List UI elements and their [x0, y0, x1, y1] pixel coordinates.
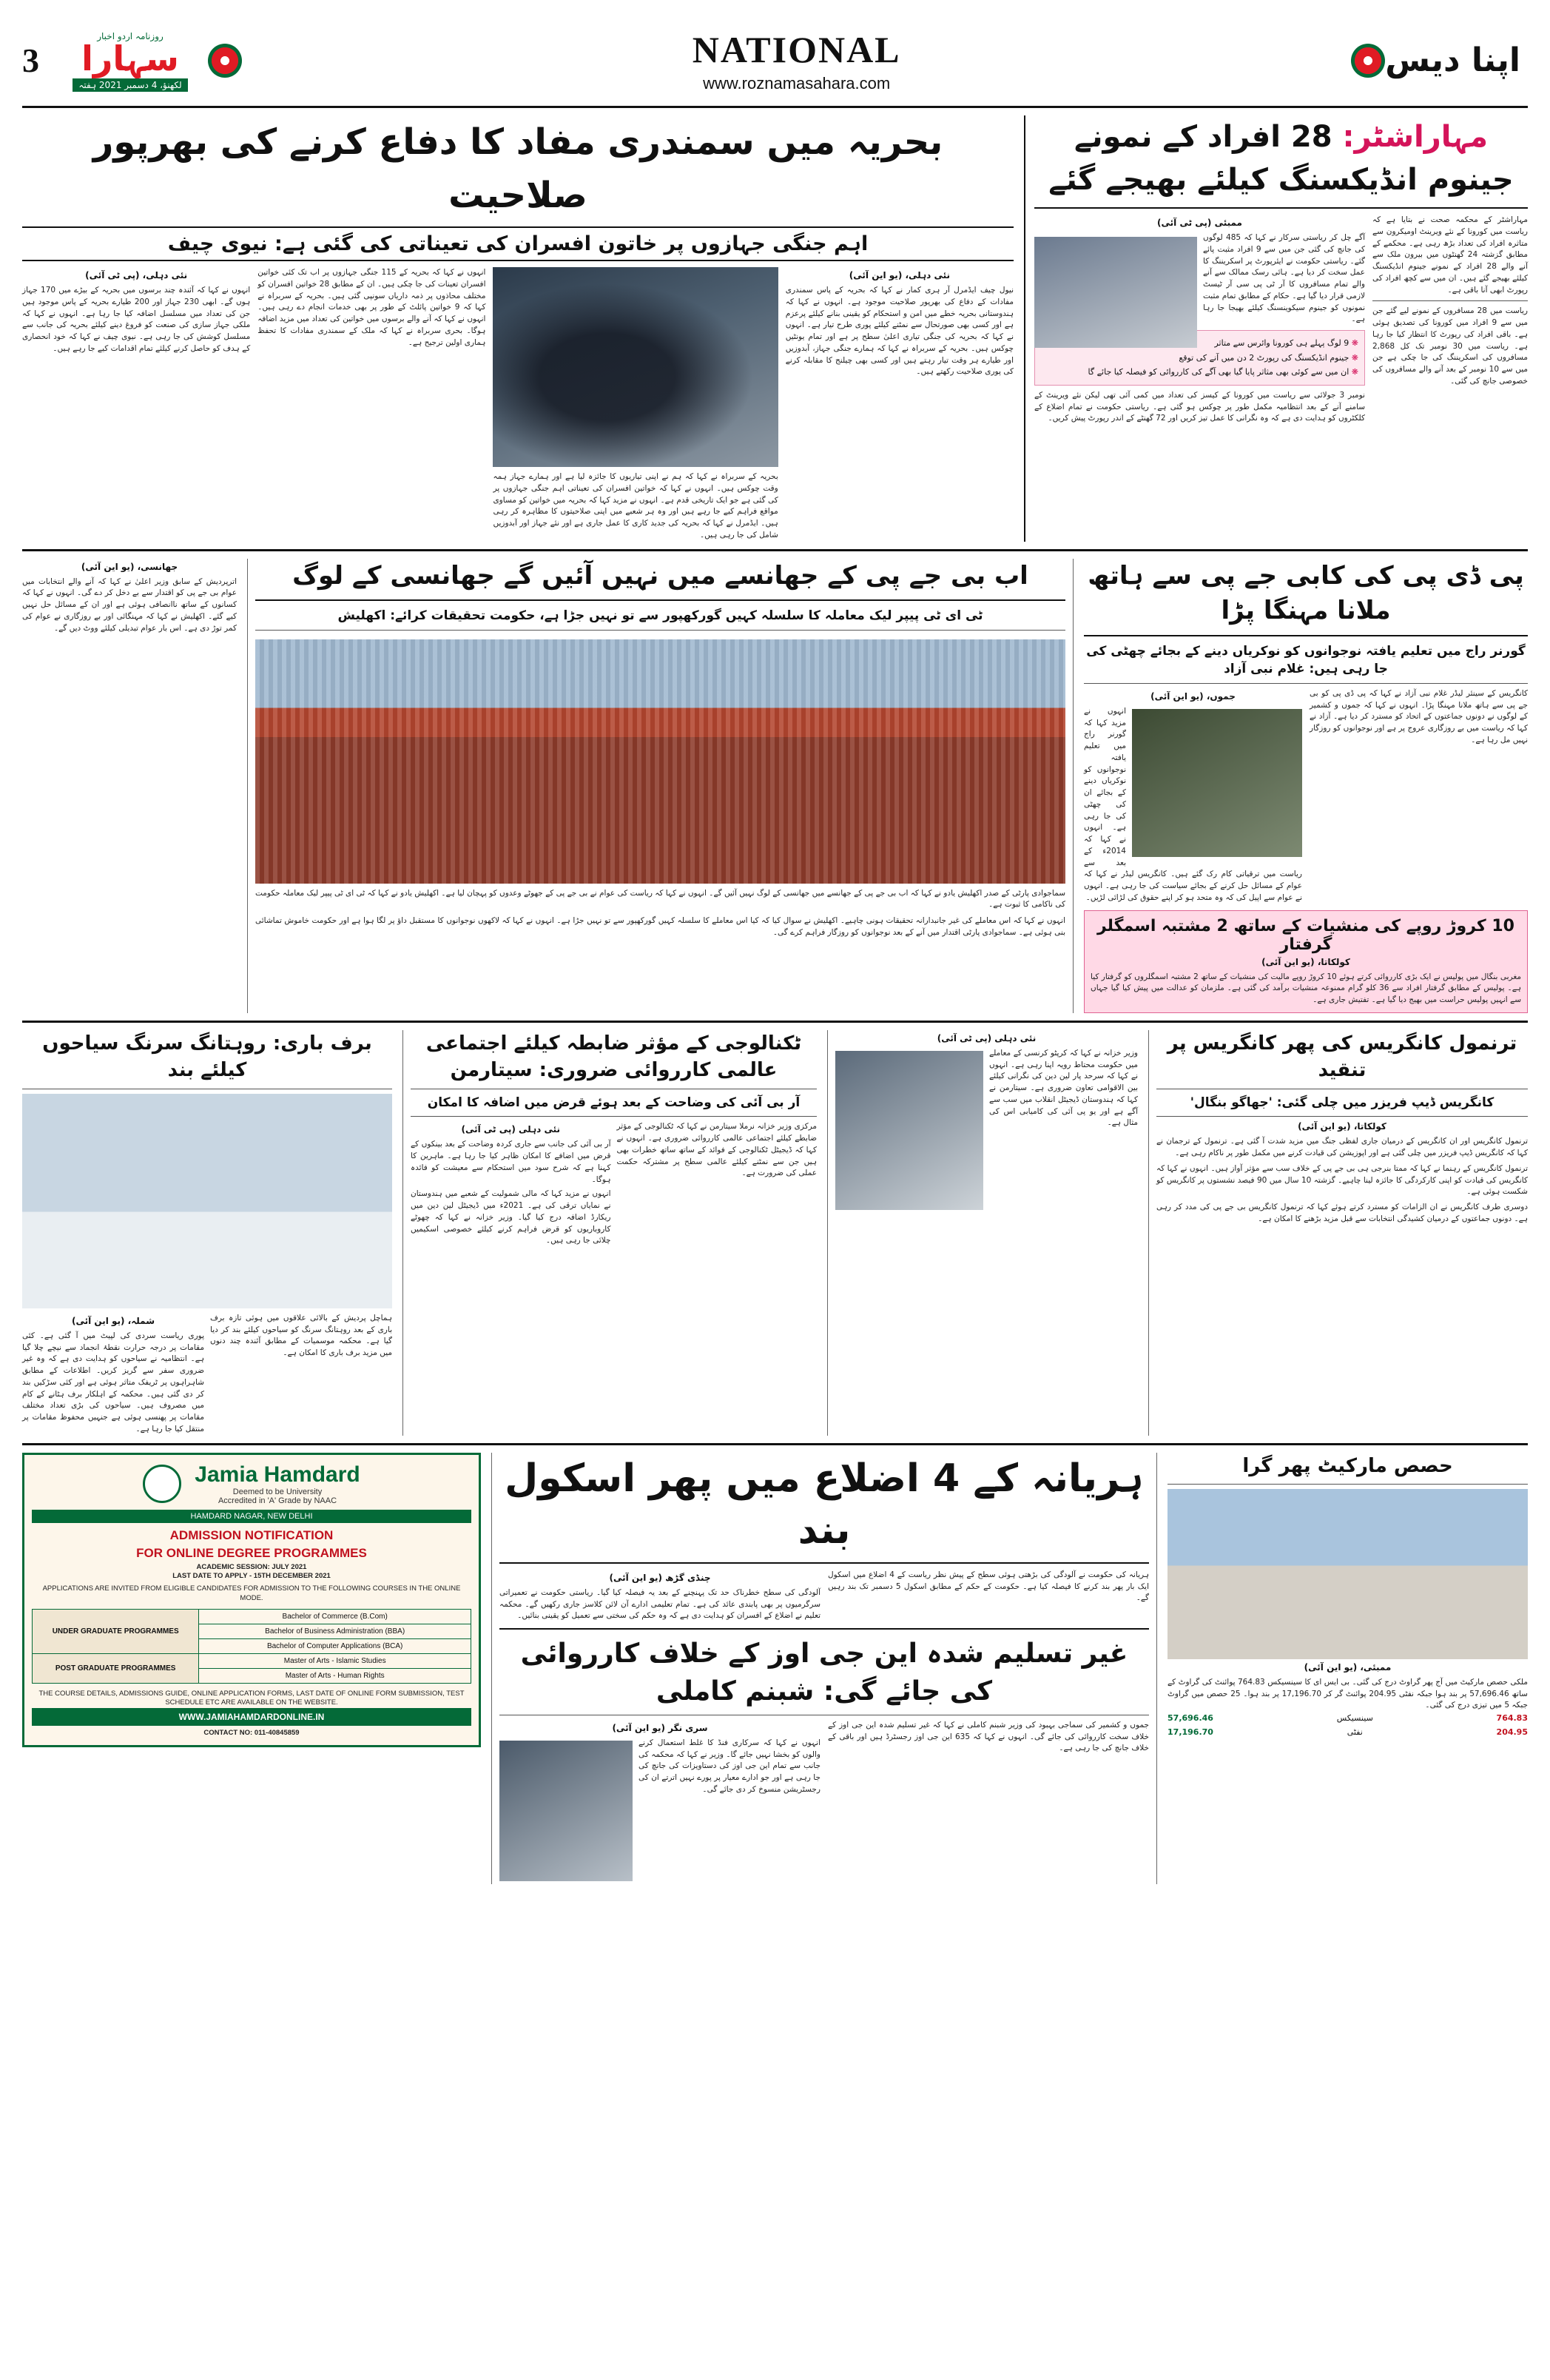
advertisement-column — [22, 1453, 481, 1884]
maharashtra-highlight-3: ❋ ان میں سے کوئی بھی مثاثر پایا گیا بھی آگے کی کارروائی کو فیصلہ کیا جائے گا — [1041, 366, 1358, 379]
trinamool-text-2: ترنمول کانگریس کے رہنما نے کہا کہ ممتا بنرجی ہی بی جے پی کے خلاف سب سے مؤثر آواز ہیں۔ انہوں نے کہا کہ کانگریس کی قیادت کو اپنی کارکردگی کا جائزہ لینا چاہیے۔ گزشتہ 10 سال میں 90 فیصد نشستوں پر کانگریس کو شکست ہوئی ہے۔ — [1156, 1163, 1528, 1197]
navy-column-4 — [22, 267, 250, 542]
snow-byline: شملہ، (یو این آئی) — [71, 1315, 155, 1326]
snow-text-2: پوری ریاست سردی کی لپیٹ میں آ گئی ہے۔ کئی مقامات پر درجہ حرارت نقطۂ انجماد سے نیچے چلا گیا ہے۔ انتظامیہ نے سیاحوں کو ہدایت دی ہے کہ وہ غیر ضروری سفر سے گریز کریں۔ اطلاعات کے مطابق شاہراہوں پر ٹریفک متاثر ہوئی ہے اور کئی سڑکیں بند کر دی گئی ہیں۔ محکمہ کے اہلکار برف ہٹانے کے کام میں مصروف ہیں۔ سیاحوں کی بڑی تعداد مختلف مقامات پر پھنسی ہوئی ہے جنہیں محفوظ مقامات پر منتقل کیا جا رہا ہے۔ — [22, 1331, 204, 1433]
maharashtra-highlight-2: ❋ جینوم انڈیکسنگ کی رپورٹ 2 دن میں آنے کی توقع — [1041, 352, 1358, 365]
market-byline: ممبئی، (یو این آئی) — [1304, 1661, 1392, 1673]
snow-col-1 — [210, 1313, 392, 1436]
market-figure-change-1: 764.83 — [1496, 1713, 1528, 1724]
pdp-col-2 — [1084, 688, 1302, 904]
sitharaman-byline: نئی دہلی (پی ٹی آئی) — [937, 1032, 1037, 1043]
akhilesh-subheadline: ٹی ای ٹی پیپر لیک معاملہ کا سلسلہ کہیں گورکھپور سے تو نہیں جڑا ہے، حکومت تحقیقات کرائے: اکھلیش — [337, 608, 983, 624]
ad-session: ACADEMIC SESSION: JULY 2021 — [196, 1562, 307, 1571]
maharashtra-columns — [1034, 215, 1528, 425]
sitharaman-photo-column — [827, 1030, 1138, 1436]
bottom-section — [22, 1443, 1528, 1884]
navy-column-3 — [257, 267, 485, 542]
akhilesh-byline: جھانسی، (یو این آئی) — [81, 561, 178, 572]
ad-address: HAMDARD NAGAR, NEW DELHI — [32, 1510, 471, 1523]
university-seal-icon — [143, 1465, 181, 1503]
page-number: 3 — [22, 41, 39, 79]
logo-title: سہارا — [81, 38, 179, 78]
navy-columns — [22, 267, 1014, 542]
ad-course-ug-3: Bachelor of Computer Applications (BCA) — [199, 1639, 471, 1654]
ad-course-ug-2: Bachelor of Business Administration (BBA) — [199, 1624, 471, 1639]
market-headline: حصص مارکیٹ پھر گرا — [1242, 1454, 1453, 1477]
market-figure-value-2: 17,196.70 — [1167, 1727, 1213, 1737]
sitharaman-story — [402, 1030, 817, 1436]
navy-text-1: نیول چیف ایڈمرل آر ہری کمار نے کہا کہ بحریہ کے پاس سمندری مفادات کے دفاع کی بھرپور صلاحیت موجود ہے۔ انہوں نے کہا کہ ہندوستانی بحریہ خطے میں امن و استحکام کو یقینی بنانے کیلئے پرعزم ہے اور کسی بھی صورتحال سے نمٹنے کیلئے پوری طرح تیار ہے۔ انہوں نے کہا کہ بحریہ کی جنگی تیاری اعلیٰ سطح پر ہے اور تمام یونٹیں چوکس ہیں۔ بحریہ کے سربراہ نے کہا کہ ہمارے جنگی جہاز، آبدوزیں اور طیارے ہر وقت تیار رہتے ہیں اور کسی بھی چیلنج کا مقابلہ کرنے کی پوری صلاحیت رکھتے ہیں۔ — [785, 286, 1014, 377]
ad-contact: CONTACT NO: 011-40845859 — [203, 1728, 300, 1737]
ngo-col-1 — [828, 1720, 1149, 1884]
ngo-headline: غیر تسلیم شدہ این جی اوز کے خلاف کارروائی کی جائے گی: شبنم کاملی — [520, 1638, 1128, 1707]
drug-headline: 10 کروڑ روپے کی منشیات کے ساتھ 2 مشتبہ اسمگلر گرفتار — [1096, 916, 1514, 954]
maharashtra-headline-rest: 28 افراد کے نمونے جینوم انڈیکسنگ کیلئے بھیجے گئے — [1048, 120, 1514, 197]
snow-headline: برف باری: روہتانگ سرنگ سیاحوں کیلئے بند — [42, 1032, 372, 1082]
maharashtra-headline-lead: مہاراشٹر: — [1342, 120, 1488, 154]
masthead-decoration-left — [208, 44, 242, 78]
maharashtra-col-left — [1034, 215, 1365, 425]
masthead — [22, 19, 1528, 108]
sitharaman-col-4 — [411, 1121, 611, 1247]
ngo-text-1: جموں و کشمیر کی سماجی بہبود کی وزیر شبنم کاملی نے کہا کہ غیر تسلیم شدہ این جی اوز کے خلاف سخت کارروائی کی جائے گی۔ انہوں نے کہا کہ 635 این جی اوز رجسٹرڈ ہیں اور باقی کے خلاف جانچ کی جا رہی ہے۔ — [828, 1720, 1149, 1753]
pdp-subheadline: گورنر راج میں تعلیم یافتہ نوجوانوں کو نوکریاں دینے کے بجائے چھٹی کی جا رہی ہیں: غلام نبی آزاد — [1086, 643, 1526, 677]
ad-course-table — [32, 1609, 471, 1684]
sitharaman-byline-2: نئی دہلی (پی ٹی آئی) — [461, 1124, 560, 1135]
trinamool-text-3: دوسری طرف کانگریس نے ان الزامات کو مسترد کرتے ہوئے کہا کہ ترنمول کانگریس بی جے پی کی مدد کر رہی ہے۔ دونوں جماعتوں کے درمیان کشیدگی انتخابات سے قبل مزید بڑھنے کا امکان ہے۔ — [1156, 1203, 1528, 1223]
akhilesh-headline: اب بی جے پی کے جھانسے میں نہیں آئیں گے جھانسی کے لوگ — [292, 560, 1028, 591]
drug-seizure-box — [1084, 910, 1528, 1013]
maharashtra-text-2: آگے چل کر ریاستی سرکار نے کہا کہ 485 لوگوں کی جانچ کی گئی جن میں سے 9 افراد مثبت پائے گئے۔ ریاستی حکومت نے ایئرپورٹ پر اسکریننگ کا عمل سخت کر دیا ہے۔ ہائی رسک ممالک سے آنے والے تمام مسافروں کا آر ٹی پی سی آر ٹیسٹ لازمی قرار دیا گیا ہے۔ حکام کے مطابق تمام مثبت نمونوں کو جینوم سیکوینسنگ کیلئے بھیجا جا رہا ہے۔ — [1203, 233, 1365, 324]
pdp-text-1: کانگریس کے سینئر لیڈر غلام نبی آزاد نے کہا کہ پی ڈی پی کو بی جے پی سے ہاتھ ملانا مہنگا پڑا۔ انہوں نے کہا کہ جموں و کشمیر کے لوگوں نے دونوں جماعتوں کے اتحاد کو مسترد کر دیا ہے۔ آزاد نے کہا کہ ریاست میں بے روزگاری عروج پر ہے اور نوجوانوں کو روزگار نہیں مل رہا ہے۔ — [1310, 688, 1528, 744]
rosette-icon — [208, 44, 242, 78]
snow-story — [22, 1030, 392, 1436]
navy-headline: بحریہ میں سمندری مفاد کا دفاع کرنے کی بھرپور صلاحیت — [92, 121, 943, 216]
ad-accredited: Accredited in 'A' Grade by NAAC — [218, 1496, 337, 1505]
market-story — [1167, 1453, 1528, 1884]
ad-level-ug: UNDER GRADUATE PROGRAMMES — [33, 1610, 199, 1654]
ngo-text-2: انہوں نے کہا کہ سرکاری فنڈ کا غلط استعمال کرنے والوں کو بخشا نہیں جائے گا۔ وزیر نے کہا کہ محکمہ کی جانب سے تمام این جی اوز کی دستاویزات کی جانچ کی جا رہی ہے اور جو ادارے معیار پر پورے نہیں اترتے ان کی رجسٹریشن منسوخ کر دی جائے گی۔ — [638, 1738, 821, 1794]
sitharaman-text-3: انہوں نے مزید کہا کہ مالی شمولیت کے شعبے میں ہندوستان نے نمایاں ترقی کی ہے۔ 2021ء میں ڈیجیٹل لین دین میں ریکارڈ اضافہ درج کیا گیا۔ وزیر خزانہ نے کہا کہ چھوٹے کاروباریوں کو قرض فراہم کرنے کیلئے خصوصی اسکیمیں چلائی جا رہی ہیں۔ — [411, 1189, 611, 1246]
top-section — [22, 115, 1528, 542]
market-figure-label-1: سینسیکس — [1336, 1713, 1373, 1724]
jamia-hamdard-ad[interactable] — [22, 1453, 481, 1748]
akhilesh-side-column — [22, 559, 237, 1013]
maharashtra-official-photo — [1034, 237, 1197, 348]
navy-text-4: انہوں نے کہا کہ آئندہ چند برسوں میں بحریہ کے بیڑے میں 170 جہاز ہوں گے۔ ابھی 230 جہاز اور 200 طیارے بحریہ کے پاس موجود ہیں جن کی تعداد میں مسلسل اضافہ کیا جا رہا ہے۔ انہوں نے کہا کہ ملکی جہاز سازی کی صنعت کو فروغ دینے کیلئے بحریہ کی جانب سے مسلسل کوشش کی جا رہی ہے۔ نیوی چیف نے کہا کہ خود انحصاری کے ہدف کو حاصل کرنے کیلئے تمام اقدامات کیے جا رہے ہیں۔ — [22, 286, 251, 353]
market-figures — [1167, 1712, 1528, 1739]
haryana-byline: چنڈی گڑھ (یو این آئی) — [609, 1572, 711, 1583]
maharashtra-byline: ممبئی (پی ٹی آئی) — [1157, 218, 1242, 228]
navy-byline: نئی دہلی، (پی ٹی آئی) — [85, 270, 188, 280]
sitharaman-headline: ٹکنالوجی کے مؤثر ضابطہ کیلئے اجتماعی عالمی کارروائی ضروری: سیتارمن — [425, 1032, 802, 1082]
maharashtra-text-4: ریاست میں 28 مسافروں کے نمونے لیے گئے جن میں سے 9 افراد میں کورونا کی تصدیق ہوئی ہے۔ باقی افراد کی رپورٹ کا انتظار کیا جا رہا ہے۔ ریاست میں 30 نومبر تک کل 2,868 مسافروں کی اسکریننگ کی جا چکی ہے جن میں سے 10 نومبر کے بعد آنے والے مسافروں کی خصوصی جانچ کی گئی۔ — [1372, 306, 1529, 386]
nirmala-sitharaman-photo — [835, 1051, 983, 1210]
akhilesh-right-column — [1084, 559, 1528, 1013]
ad-website[interactable]: WWW.JAMIAHAMDARDONLINE.IN — [32, 1708, 471, 1726]
ad-last-date: LAST DATE TO APPLY - 15TH DECEMBER 2021 — [172, 1572, 331, 1581]
navy-column-1 — [786, 267, 1014, 542]
ad-course-pg-1: Master of Arts - Islamic Studies — [199, 1654, 471, 1669]
masthead-left — [22, 25, 208, 96]
maharashtra-col-right — [1372, 215, 1528, 425]
navy-column-photo — [493, 267, 778, 542]
ngo-col-2 — [499, 1720, 821, 1884]
market-figure-label-2: نفٹی — [1347, 1727, 1363, 1737]
haryana-text-1: ہریانہ کی حکومت نے آلودگی کی بڑھتی ہوئی سطح کے پیش نظر ریاست کے 4 اضلاع میں اسکول ایک بار پھر بند کرنے کا فیصلہ کیا ہے۔ حکومت کے حکم کے مطابق اسکول 5 دسمبر تک بند رہیں گے۔ — [828, 1570, 1149, 1603]
ad-title-2: FOR ONLINE DEGREE PROGRAMMES — [136, 1545, 367, 1560]
haryana-col-1 — [828, 1570, 1149, 1622]
shabnam-kamli-photo — [499, 1741, 633, 1881]
maharashtra-text-3: نومبر 3 جولائی سے ریاست میں کورونا کے کیسز کی تعداد میں کمی آئی تھی لیکن نئے ویرینٹ کے سامنے آنے کے بعد انتظامیہ مکمل طور پر چوکس ہو گئی ہے۔ ریاستی حکومت نے تمام اضلاع کے کلکٹروں کو ہدایت دی ہے کہ وہ نگرانی کا عمل تیز کریں اور 72 گھنٹے کے اندر رپورٹ پیش کریں۔ — [1034, 390, 1365, 423]
snow-col-2 — [22, 1313, 204, 1436]
ad-note: THE COURSE DETAILS, ADMISSIONS GUIDE, ONLINE APPLICATION FORMS, LAST DATE OF ONLINE FORM SUBMISSION, TEST SCHEDULE ETC ARE AVAILABLE ON THE WEBSITE. — [38, 1690, 465, 1707]
trinamool-byline: کولکاتا، (یو این آئی) — [1298, 1121, 1386, 1132]
masthead-decoration-right — [1351, 44, 1385, 78]
pdp-byline: جموں، (یو این آئی) — [1150, 690, 1236, 702]
pdp-headline: پی ڈی پی کی کابی جے پی سے ہاتھ ملانا مہنگا پڑا — [1088, 560, 1524, 626]
logo-date: لکھنؤ، 4 دسمبر 2021 ہفتہ — [73, 78, 187, 92]
masthead-urdu-title: اپنا دیس — [1385, 41, 1520, 79]
market-figure-value-1: 57,696.46 — [1167, 1713, 1213, 1724]
snow-landscape-photo — [22, 1094, 392, 1308]
haryana-headline: ہریانہ کے 4 اضلاع میں پھر اسکول بند — [505, 1456, 1144, 1553]
haryana-text-2: آلودگی کی سطح خطرناک حد تک پہنچنے کے بعد یہ فیصلہ کیا گیا۔ ریاستی حکومت نے تعمیراتی سرگرمیوں پر بھی پابندی عائد کی ہے۔ تمام تعلیمی ادارے آن لائن کلاسز جاری رکھیں گے۔ محکمہ تعلیم نے اضلاع کے افسران کو ہدایت دی ہے کہ وہ حکم کی سختی سے تعمیل کو یقینی بنائیں۔ — [499, 1587, 821, 1621]
ad-level-pg: POST GRADUATE PROGRAMMES — [33, 1654, 199, 1684]
sitharaman-text-2: وزیر خزانہ نے کہا کہ کرپٹو کرنسی کے معاملے میں حکومت محتاط رویہ اپنا رہی ہے۔ انہوں نے کہا کہ سرحد پار لین دین کی نگرانی کیلئے بین الاقوامی تعاون ضروری ہے۔ سیتارمن نے کہا کہ ہندوستان ڈیجیٹل انقلاب میں سب سے آگے ہے اور یو پی آئی کی کامیابی اس کی مثال ہے۔ — [989, 1048, 1138, 1128]
akhilesh-col-2 — [255, 635, 1065, 939]
ghulam-nabi-azad-photo — [1132, 709, 1302, 857]
masthead-center — [242, 28, 1351, 93]
navy-byline-2: نئی دہلی، (یو این آئی) — [849, 270, 950, 280]
lower-section — [22, 1021, 1528, 1436]
akhilesh-story — [247, 559, 1074, 1013]
navy-text-3: انہوں نے کہا کہ بحریہ کے 115 جنگی جہازوں پر اب تک کئی خواتین افسران تعینات کی جا چکی ہیں۔ ان کے مطابق 28 خواتین افسران کو مختلف محاذوں پر ذمہ داریاں سونپی گئی ہیں۔ بحریہ کے سربراہ نے کہا کہ 9 خواتین پائلٹ کے طور پر بھی خدمات انجام دے رہی ہیں۔ انہوں نے کہا کہ آنے والے برسوں میں خواتین کی تعداد میں مزید اضافہ ہوگا۔ بحری سربراہ نے کہا کہ ملک کے سمندری مفادات کا تحفظ ہماری اولین ترجیح ہے۔ — [257, 268, 486, 347]
ad-course-ug-1: Bachelor of Commerce (B.Com) — [199, 1610, 471, 1624]
drug-byline: کولکاتا، (یو این آئی) — [1261, 956, 1350, 967]
navy-subheadline: اہم جنگی جہازوں پر خاتون افسران کی تعیناتی کی گئی ہے: نیوی چیف — [22, 226, 1014, 261]
market-figure-row — [1167, 1726, 1528, 1740]
ad-title-1: ADMISSION NOTIFICATION — [169, 1527, 334, 1542]
snow-text-1: ہماچل پردیش کے بالائی علاقوں میں ہوئی تازہ برف باری کے بعد روہتانگ سرنگ کو سیاحوں کیلئے بند کر دیا گیا ہے۔ محکمہ موسمیات کے مطابق آئندہ چند دنوں میں مزید برف باری کا امکان ہے۔ — [210, 1313, 392, 1357]
section-title: NATIONAL — [692, 28, 901, 70]
trinamool-story — [1148, 1030, 1528, 1436]
sitharaman-col-1 — [617, 1121, 818, 1247]
market-figure-change-2: 204.95 — [1496, 1727, 1528, 1737]
trinamool-subheadline: کانگریس ڈیپ فریزر میں چلی گئی: 'جھاگو بنگال' — [1190, 1095, 1495, 1110]
navy-story — [22, 115, 1014, 542]
ngo-byline: سری نگر (یو این آئی) — [612, 1722, 708, 1733]
sitharaman-text-4: آر بی آئی کی جانب سے جاری کردہ وضاحت کے بعد بینکوں کے قرض میں اضافے کا امکان ظاہر کیا جا رہا ہے۔ ماہرین کا کہنا ہے کہ شرح سود میں استحکام سے معیشت کو فائدہ ہوگا۔ — [411, 1140, 611, 1184]
market-text: ملکی حصص مارکیٹ میں آج پھر گراوٹ درج کی گئی۔ بی ایس ای کا سینسیکس 764.83 پوائنٹ کی گراوٹ کے ساتھ 57,696.46 پر بند ہوا جبکہ نفٹی 204.95 پوائنٹ گر کر 17,196.70 پر بند ہوا۔ 25 حصص میں گراوٹ جبکہ 5 میں تیزی درج کی گئی۔ — [1167, 1677, 1528, 1710]
drug-text: مغربی بنگال میں پولیس نے ایک بڑی کارروائی کرتے ہوئے 10 کروڑ روپے مالیت کی منشیات کے ساتھ 2 مشتبہ اسمگلروں کو گرفتار کیا ہے۔ پولیس کے مطابق گرفتار افراد سے 36 کلو گرام ممنوعہ منشیات برآمد کی گئی ہے۔ ملزمان کو عدالت میں پیش کیا گیا جہاں سے انہیں پولیس حراست میں بھیج دیا گیا ہے۔ تفتیش جاری ہے۔ — [1091, 972, 1522, 1005]
akhilesh-text-3: اترپردیش کے سابق وزیر اعلیٰ نے کہا کہ آنے والے انتخابات میں عوام بی جے پی کو اقتدار سے بے دخل کر دے گی۔ انہوں نے کہا کہ کسانوں کے ساتھ ناانصافی ہوئی ہے اور ان کے مسائل حل نہیں کیے گئے۔ اکھلیش نے کہا کہ مہنگائی اور بے روزگاری نے عوام کی کمر توڑ دی ہے۔ اس بار عوام تبدیلی کیلئے ووٹ دیں گے۔ — [22, 576, 237, 633]
trinamool-headline: ترنمول کانگریس کی پھر کانگریس پر تنقید — [1167, 1032, 1517, 1082]
sitharaman-text-1: مرکزی وزیر خزانہ نرملا سیتارمن نے کہا کہ ٹکنالوجی کے مؤثر ضابطے کیلئے اجتماعی عالمی کارروائی ضروری ہے۔ انہوں نے کہا کہ ڈیجیٹل ٹکنالوجی کے فوائد کے ساتھ ساتھ خطرات بھی ہیں جن سے نمٹنے کیلئے عالمی سطح پر مشترکہ حکمت عملی کی ضرورت ہے۔ — [616, 1122, 817, 1178]
maharashtra-story — [1024, 115, 1528, 542]
logo-subtitle: روزنامہ اردو اخبار — [97, 30, 164, 41]
website-url[interactable]: www.roznamasahara.com — [703, 73, 891, 93]
maharashtra-headline — [1034, 115, 1528, 201]
akhilesh-rally-photo — [255, 639, 1065, 884]
navy-text-2: بحریہ کے سربراہ نے کہا کہ ہم نے اپنی تیاریوں کا جائزہ لیا ہے اور ہمارے جہاز ہمہ وقت چوکس ہیں۔ انہوں نے کہا کہ خواتین افسران کی تعیناتی اہم جنگی جہازوں پر کی گئی ہے جو ایک تاریخی قدم ہے۔ انہوں نے مزید کہا کہ بحریہ میں خواتین کو مساوی مواقع فراہم کیے جا رہے ہیں اور وہ ہر شعبے میں اپنی صلاحیتوں کا مظاہرہ کر رہی ہیں۔ ایڈمرل نے کہا کہ بحریہ کی جدید کاری کا عمل جاری ہے اور نئے جہاز اور آبدوزیں شامل کی جا رہی ہیں۔ — [493, 472, 778, 539]
pdp-col-1 — [1310, 688, 1528, 904]
pdp-text-2: انہوں نے مزید کہا کہ گورنر راج میں تعلیم یافتہ نوجوانوں کو نوکریاں دینے کے بجائے ان کی چھٹی کی جا رہی ہے۔ انہوں نے کہا کہ 2014ء کے بعد سے ریاست میں ترقیاتی کام رک گئے ہیں۔ کانگریس لیڈر نے کہا کہ عوام کے مسائل حل کرنے کے بجائے سیاست کی جا رہی ہے۔ انہوں نے عوام سے اپیل کی کہ وہ متحد ہو کر اپنے حقوق کی لڑائی لڑیں۔ — [1084, 706, 1302, 902]
ad-course-pg-2: Master of Arts - Human Rights — [199, 1669, 471, 1684]
market-building-photo — [1167, 1489, 1528, 1659]
ad-deemed: Deemed to be University — [232, 1487, 323, 1496]
navy-chief-photo — [493, 267, 778, 467]
maharashtra-highlight-1: ❋ 9 لوگ پہلے ہی کورونا وائرس سے متاثر — [1041, 337, 1358, 350]
akhilesh-text-2: انہوں نے کہا کہ اس معاملے کی غیر جانبدارانہ تحقیقات ہونی چاہیے۔ اکھلیش نے سوال کیا کہ کیا اس معاملے کا سلسلہ کہیں گورکھپور سے تو نہیں جڑا ہے۔ انہوں نے کہا کہ لاکھوں نوجوانوں کا مستقبل داؤ پر لگا ہوا ہے اور حکومت خاموش تماشائی بنی ہوئی ہے۔ سماجوادی پارٹی اقتدار میں آنے کے بعد نوجوانوں کو روزگار فراہم کرے گی۔ — [255, 916, 1065, 937]
middle-section — [22, 549, 1528, 1013]
trinamool-text-1: ترنمول کانگریس اور ان کانگریس کے درمیان جاری لفظی جنگ میں مزید شدت آ گئی ہے۔ ترنمول کے ترجمان نے کہا کہ کانگریس ڈیپ فریزر میں چلی گئی ہے اور اپوزیشن کی قیادت کرنے میں مکمل طور پر ناکام رہی ہے۔ — [1156, 1137, 1528, 1158]
maharashtra-text-1: مہاراشٹر کے محکمہ صحت نے بتایا ہے کہ ریاست میں کورونا کے نئے ویرینٹ اومیکرون سے متاثرہ افراد کی تعداد بڑھ رہی ہے۔ محکمے کے مطابق گزشتہ 24 گھنٹوں میں بیرون ملک سے آنے والے 28 افراد کے نمونے جینوم انڈیکسنگ کیلئے بھیجے گئے ہیں۔ ان میں سے کچھ افراد کی رپورٹ ابھی آنا باقی ہے۔ — [1372, 215, 1529, 295]
haryana-col-2 — [499, 1570, 821, 1622]
rosette-icon — [1351, 44, 1385, 78]
bottom-middle — [491, 1453, 1157, 1884]
market-figure-row — [1167, 1712, 1528, 1726]
ad-intro: APPLICATIONS ARE INVITED FROM ELIGIBLE CANDIDATES FOR ADMISSION TO THE FOLLOWING COURSES IN THE ONLINE MODE. — [42, 1584, 461, 1602]
akhilesh-text-1: سماجوادی پارٹی کے صدر اکھلیش یادو نے کہا کہ اب بی جے پی کے جھانسے میں جھانسی کے لوگ نہیں آئیں گے۔ انہوں نے کہا کہ ریاست کی عوام نے بی جے پی کے جھوٹے وعدوں کو پہچان لیا ہے۔ اکھلیش یادو نے کہا کہ ٹی ای ٹی پیپر لیک معاملہ حکومت کی ناکامی کا ثبوت ہے۔ — [255, 888, 1065, 910]
sitharaman-subheadline: آر بی آئی کی وضاحت کے بعد ہوئے قرض میں اضافہ کا امکان — [427, 1095, 801, 1110]
ad-org-name: Jamia Hamdard — [195, 1462, 360, 1487]
newspaper-logo — [53, 25, 208, 96]
